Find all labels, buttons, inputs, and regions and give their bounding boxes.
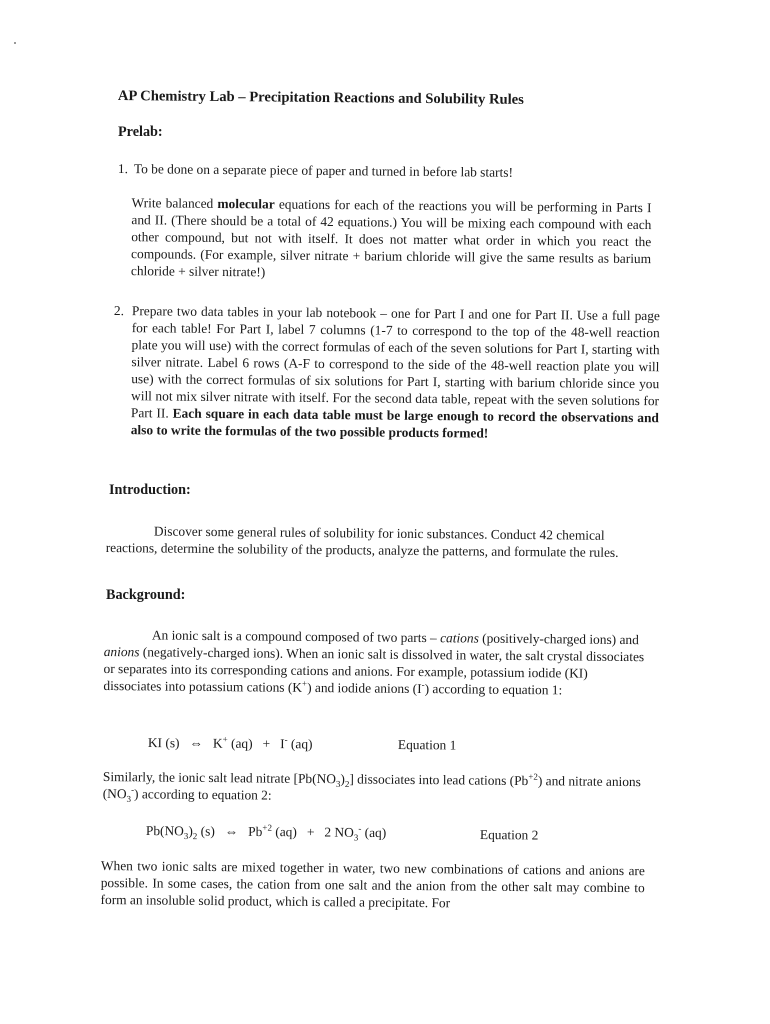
- eq-term: ): [188, 823, 193, 839]
- superscript: -: [131, 784, 135, 795]
- bold-run: molecular: [217, 195, 275, 212]
- text-run: ): [340, 771, 345, 787]
- equation-2-label: Equation 2: [479, 826, 539, 843]
- subscript: 2: [344, 778, 350, 790]
- italic-run: anions: [103, 643, 140, 660]
- superscript: -: [284, 734, 288, 745]
- equilibrium-arrow-icon: ⇔: [189, 735, 203, 751]
- superscript: +2: [528, 771, 538, 782]
- prelab-item-1: [117, 160, 652, 280]
- eq-term: (aq): [361, 824, 387, 841]
- subscript: 3: [335, 778, 341, 789]
- superscript: +: [302, 678, 308, 689]
- scan-speck: [14, 42, 16, 44]
- background-paragraph: [103, 626, 648, 699]
- superscript: -: [358, 823, 362, 834]
- text-run: equations for each of the reactions you will be performing in Parts I and II. (There should be a total of 42 equations.) You will be mixing each compound with each other compound, but not with itself. It does not matter what order in which you react the compounds. (For example, silver nitrate + barium chloride will give the same results as barium chloride + silver nitrate!): [130, 196, 652, 280]
- subscript: 3: [353, 832, 359, 843]
- item-number: 2.: [113, 302, 125, 319]
- eq-term: KI (s): [147, 734, 180, 751]
- text-run: Similarly, the ionic salt lead nitrate [Pb(NO: [102, 768, 337, 787]
- background-heading: Background:: [106, 587, 186, 603]
- item-1-paragraph: [131, 194, 652, 284]
- text-run: ] dissociates into lead cations (Pb: [349, 771, 529, 789]
- plus-sign: +: [262, 736, 271, 752]
- equation-1: [148, 734, 313, 752]
- introduction-heading: Introduction:: [109, 482, 191, 498]
- subscript: 3: [126, 793, 132, 804]
- item-2-paragraph: [131, 302, 660, 443]
- eq-term: Pb(NO: [145, 822, 184, 839]
- prelab-heading: Prelab:: [118, 124, 163, 140]
- eq-term: (s): [197, 823, 215, 839]
- similarly-paragraph: [103, 768, 643, 807]
- item-number: 1.: [117, 160, 129, 177]
- subscript: 3: [183, 831, 189, 842]
- superscript: +: [222, 734, 228, 745]
- text-run: Prepare two data tables in your lab notebook – one for Part I and one for Part II. Use a full page for each table! For Part I, label 7 columns (1-7 to correspond to the top of the 48-well reaction plate you will use) with the correct formulas of each of the seven solutions for Part I, starting with silver nitrate. Label 6 rows (A-F to correspond to the side of the 48-well reaction plate you will use) with the correct formulas of six solutions for Part I, starting with barium chloride since you will not mix silver nitrate with itself. For the second data table, repeat with the seven solutions for Part II.: [130, 303, 660, 421]
- introduction-paragraph: [106, 522, 628, 561]
- text-run: ) and nitrate anions (NO: [102, 773, 641, 802]
- item-1-lead: To be done on a separate piece of paper and turned in before lab starts!: [133, 161, 514, 180]
- text-run: ) and iodide anions (I: [307, 679, 422, 697]
- plus-sign: +: [306, 824, 315, 840]
- when-paragraph: When two ionic salts are mixed together in water, two new combinations of cations and anions are possible. In some cases, the cation from one salt and the anion from the other salt may combine to form an insoluble solid product, which is called a precipitate. For: [100, 857, 645, 911]
- text-run: Discover some general rules of solubility for ionic substances. Conduct 42 chemical reactions, determine the solubility of the products, analyze the patterns, and formulate the rules.: [105, 523, 619, 560]
- text-run: (positively-charged ions) and: [478, 630, 639, 648]
- eq-term: (aq): [271, 824, 297, 840]
- equation-1-label: Equation 1: [397, 736, 457, 753]
- eq-term: K: [212, 735, 223, 751]
- eq-term: (aq): [227, 735, 253, 751]
- text-run: (negatively-charged ions). When an ionic salt is dissolved in water, the salt crystal dissociates or separates into its corresponding cations and anions. For example, potassium iodide (KI) dissociates into potassium cations (K: [103, 644, 645, 695]
- superscript: +2: [262, 822, 273, 833]
- eq-term: Pb: [248, 823, 263, 840]
- bold-run: Each square in each data table must be large enough to record the observations and also to write the formulas of the two possible products formed!: [130, 405, 659, 441]
- subscript: 2: [192, 831, 198, 842]
- prelab-item-2: [113, 302, 660, 441]
- text-run: An ionic salt is a compound composed of two parts –: [151, 627, 441, 646]
- italic-run: cations: [440, 630, 479, 646]
- superscript: -: [421, 679, 425, 690]
- eq-term: (aq): [287, 736, 313, 752]
- eq-term: I: [280, 736, 285, 752]
- equilibrium-arrow-icon: ⇔: [224, 823, 239, 839]
- eq-term: 2 NO: [324, 824, 354, 840]
- text-run: ) according to equation 2:: [133, 786, 272, 803]
- text-run: ) according to equation 1:: [424, 681, 563, 698]
- text-run: Write balanced: [131, 195, 218, 211]
- document-title: AP Chemistry Lab – Precipitation Reactions and Solubility Rules: [117, 88, 524, 108]
- equation-2: [146, 822, 386, 841]
